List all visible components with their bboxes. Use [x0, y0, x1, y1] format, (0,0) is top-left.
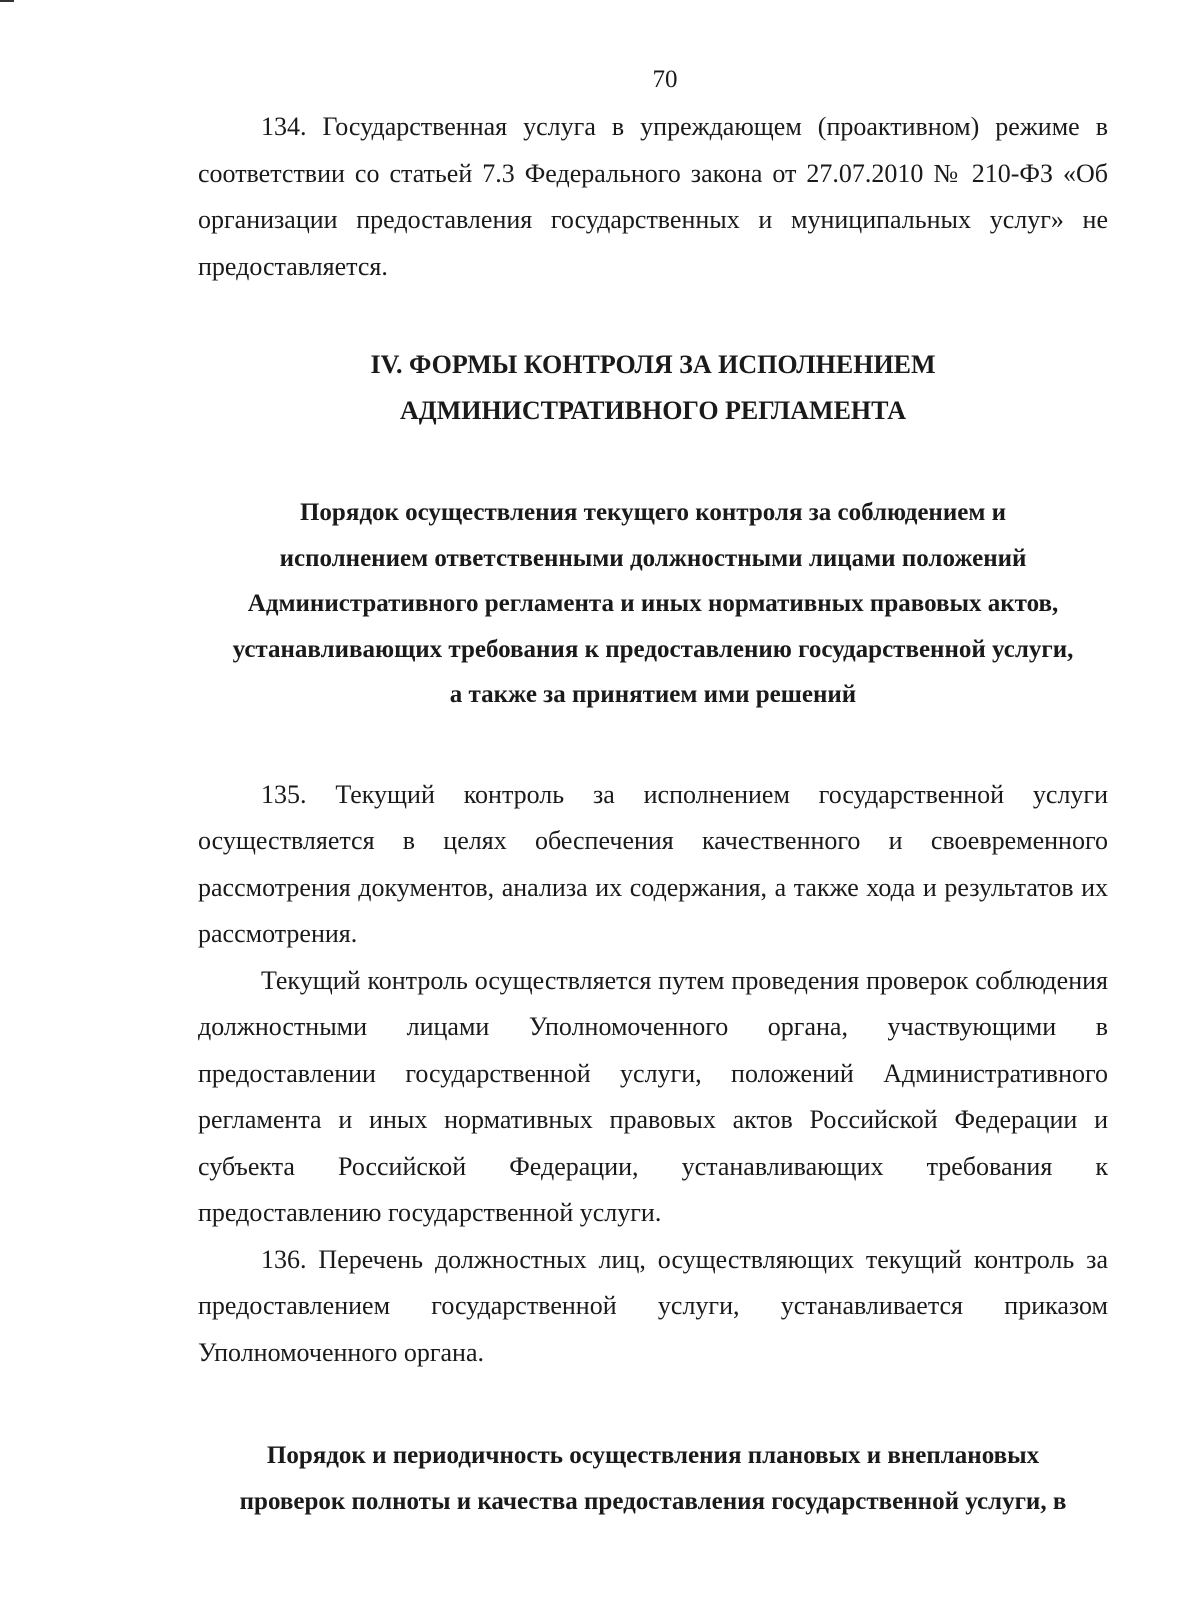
subsection-title-current-control	[198, 490, 1108, 718]
subsection-title-line: а также за принятием ими решений	[449, 681, 857, 708]
scan-edge-mark	[0, 0, 14, 2]
subsection-title-line: исполнением ответственными должностными лицами положений	[279, 544, 1027, 572]
subsection-title-line: проверок полноты и качества предоставления государственной услуги, в	[239, 1487, 1067, 1515]
subsection-title-line: устанавливающих требования к предоставлению государственной услуги,	[232, 635, 1074, 663]
paragraph-136: 136. Перечень должностных лиц, осуществляющих текущий контроль за предоставлением государственной услуги, устанавливается приказом Уполномоченного органа.	[198, 1244, 1108, 1367]
paragraph-134: 134. Государственная услуга в упреждающем (проактивном) режиме в соответствии со статьей 7.3 Федерального закона от 27.07.2010 № 210-ФЗ «Об организации предоставления государственных и муниципальных услуг» не предоставляется.	[198, 112, 1108, 281]
subsection-title-line: Порядок и периодичность осуществления плановых и внеплановых	[266, 1442, 1040, 1469]
section-title-line: АДМИНИСТРАТИВНОГО РЕГЛАМЕНТА	[400, 396, 906, 425]
subsection-title-line: Порядок осуществления текущего контроля за соблюдением и	[299, 499, 1007, 526]
section-title	[198, 342, 1108, 434]
page-number: 70	[652, 66, 678, 93]
document-page	[198, 104, 1108, 1524]
subsection-title-inspections	[198, 1433, 1108, 1524]
paragraph-135-continuation: Текущий контроль осуществляется путем проведения проверок соблюдения должностными лицами Уполномоченного органа, участвующими в предоставлении государственной услуги, положений Административного регламента и иных нормативных правовых актов Российской Федерации и субъекта Российской Федерации, устанавливающих требования к предоставлению государственной услуги.	[198, 965, 1108, 1227]
paragraph-135: 135. Текущий контроль за исполнением государственной услуги осуществляется в целях обеспечения качественного и своевременного рассмотрения документов, анализа их содержания, а также хода и результатов их рассмотрения.	[198, 779, 1108, 948]
section-title-line: IV. ФОРМЫ КОНТРОЛЯ ЗА ИСПОЛНЕНИЕМ	[370, 350, 936, 379]
subsection-title-line: Административного регламента и иных нормативных правовых актов,	[247, 590, 1059, 617]
